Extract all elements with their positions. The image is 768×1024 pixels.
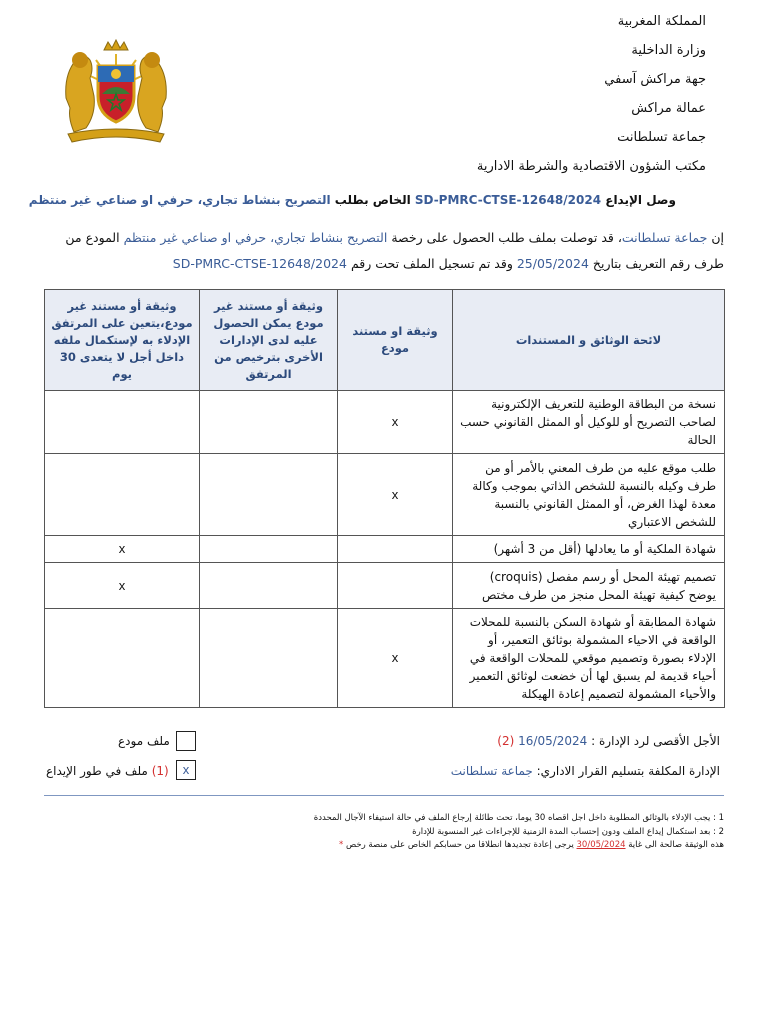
intro-text: إن xyxy=(711,230,724,245)
header-ministry: وزارة الداخلية xyxy=(631,43,706,58)
receipt-title xyxy=(28,193,676,207)
mark-cell: x xyxy=(45,563,200,609)
table-row xyxy=(45,454,725,536)
col-header-required: وثيقة أو مستند غير مودع،يتعين على المرتفق الإدلاء به لإستكمال ملفه داخل أجل لا يتعدى 30 يوم xyxy=(45,290,200,391)
header-office: مكتب الشؤون الاقتصادية والشرطة الادارية xyxy=(476,159,706,174)
footnote-2: 2 : بعد استكمال إيداع الملف ودون إحتساب المدة الزمنية للإجراءات غير المنسوبة للإدارة xyxy=(412,827,724,837)
validity-star: * xyxy=(338,840,344,850)
pending-checkbox[interactable]: x xyxy=(176,760,196,780)
validity-text: يرجى إعادة تجديدها انطلاقا من حسابكم الخاص على منصة رخص xyxy=(345,840,574,850)
doc-cell: شهادة الملكية أو ما يعادلها (أقل من 3 أشهر) xyxy=(453,536,725,563)
table-row xyxy=(45,391,725,454)
option-pending-label: ملف في طور الإيداع xyxy=(46,764,148,778)
admin-line xyxy=(451,764,720,778)
mark-cell xyxy=(200,609,338,708)
table-row xyxy=(45,563,725,609)
title-middle: الخاص بطلب xyxy=(334,193,411,207)
validity-note xyxy=(34,839,724,851)
admin-label: الإدارة المكلفة بتسليم القرار الاداري: xyxy=(536,764,720,778)
option-deposited-label: ملف مودع xyxy=(118,734,170,748)
mark-cell: x xyxy=(338,454,453,536)
mark-cell xyxy=(200,563,338,609)
mark-cell xyxy=(338,536,453,563)
intro-text: ، قد توصلت بملف طلب الحصول على رخصة xyxy=(391,230,622,245)
documents-table xyxy=(44,289,725,708)
mark-cell xyxy=(45,391,200,454)
col-header-obtainable: وثيقة أو مستند غير مودع يمكن الحصول عليه لدى الإدارات الأخرى بترخيص من المرتفق xyxy=(200,290,338,391)
header-kingdom: المملكة المغربية xyxy=(617,14,706,29)
mark-cell xyxy=(45,454,200,536)
doc-cell: نسخة من البطاقة الوطنية للتعريف الإلكترونية لصاحب التصريح أو للوكيل أو الممثل القانوني حسب الحالة xyxy=(453,391,725,454)
mark-cell: x xyxy=(45,536,200,563)
intro-reference: SD-PMRC-CTSE-12648/2024 xyxy=(172,256,347,271)
deadline-note: (2) xyxy=(497,734,515,748)
intro-text: وقد تم تسجيل الملف تحت رقم xyxy=(350,256,513,271)
doc-cell: طلب موقع عليه من طرف المعني بالأمر أو من طرف وكيله بالنسبة للشخص الذاتي بموجب وكالة معدة لهذا الغرض، أو الممثل القانوني بالنسبة للشخص الاعتباري xyxy=(453,454,725,536)
table-header-row xyxy=(45,290,725,391)
intro-line-1 xyxy=(44,230,724,245)
header-commune: جماعة تسلطانت xyxy=(617,130,706,145)
header-prefecture: عمالة مراكش xyxy=(631,101,706,116)
doc-cell: تصميم تهيئة المحل أو رسم مفصل (croquis) يوضح كيفية تهيئة المحل منجز من طرف مختص xyxy=(453,563,725,609)
intro-date: 25/05/2024 xyxy=(516,256,589,271)
coat-of-arms-logo xyxy=(56,38,176,144)
doc-cell: شهادة المطابقة أو شهادة السكن بالنسبة للمحلات الواقعة في الاحياء المشمولة بوثائق التعمير، أو الإدلاء بصورة وتصميم موقعي للمحلات الواقعة في أحياء قديمة لم يسبق لها أن خضعت لوثائق التعمير والأحياء المشمولة لتصميم إعادة الهيكلة xyxy=(453,609,725,708)
deadline-label: الأجل الأقصى لرد الإدارة : xyxy=(591,734,720,748)
admin-value: جماعة تسلطانت xyxy=(450,764,533,778)
title-subject: التصريح بنشاط تجاري، حرفي او صناعي غير منتظم xyxy=(28,193,331,207)
table-row xyxy=(45,536,725,563)
col-header-documents: لائحة الوثائق و المستندات xyxy=(453,290,725,391)
intro-line-2 xyxy=(44,256,724,271)
col-header-deposited: وثيقة او مستند مودع xyxy=(338,290,453,391)
mark-cell xyxy=(45,609,200,708)
intro-text: المودع من xyxy=(65,230,120,245)
option-pending-line xyxy=(46,764,169,778)
header-block xyxy=(406,14,706,188)
intro-text: طرف رقم التعريف بتاريخ xyxy=(592,256,724,271)
mark-cell xyxy=(200,536,338,563)
title-reference: SD-PMRC-CTSE-12648/2024 xyxy=(414,193,602,207)
mark-cell: x xyxy=(338,391,453,454)
pending-note: (1) xyxy=(151,764,169,778)
deadline-date: 16/05/2024 xyxy=(518,734,588,748)
table-row xyxy=(45,609,725,708)
footnote-1: 1 : يجب الإدلاء بالوثائق المطلوبة داخل اجل اقصاه 30 يوما، تحت طائلة إرجاع الملف في حالة استيفاء الآجال المحددة xyxy=(313,813,724,823)
mark-cell xyxy=(338,563,453,609)
intro-commune: جماعة تسلطانت xyxy=(621,230,708,245)
mark-cell xyxy=(200,391,338,454)
mark-cell xyxy=(200,454,338,536)
deadline-line xyxy=(497,734,720,748)
divider xyxy=(44,795,724,796)
validity-date: 30/05/2024 xyxy=(576,840,626,850)
header-region: جهة مراكش آسفي xyxy=(604,72,706,87)
mark-cell: x xyxy=(338,609,453,708)
title-prefix: وصل الإيداع xyxy=(605,193,676,207)
validity-text: هذه الوثيقة صالحة الى غاية xyxy=(628,840,724,850)
intro-subject: التصريح بنشاط تجاري، حرفي او صناعي غير منتظم xyxy=(123,230,388,245)
deposited-checkbox[interactable] xyxy=(176,731,196,751)
